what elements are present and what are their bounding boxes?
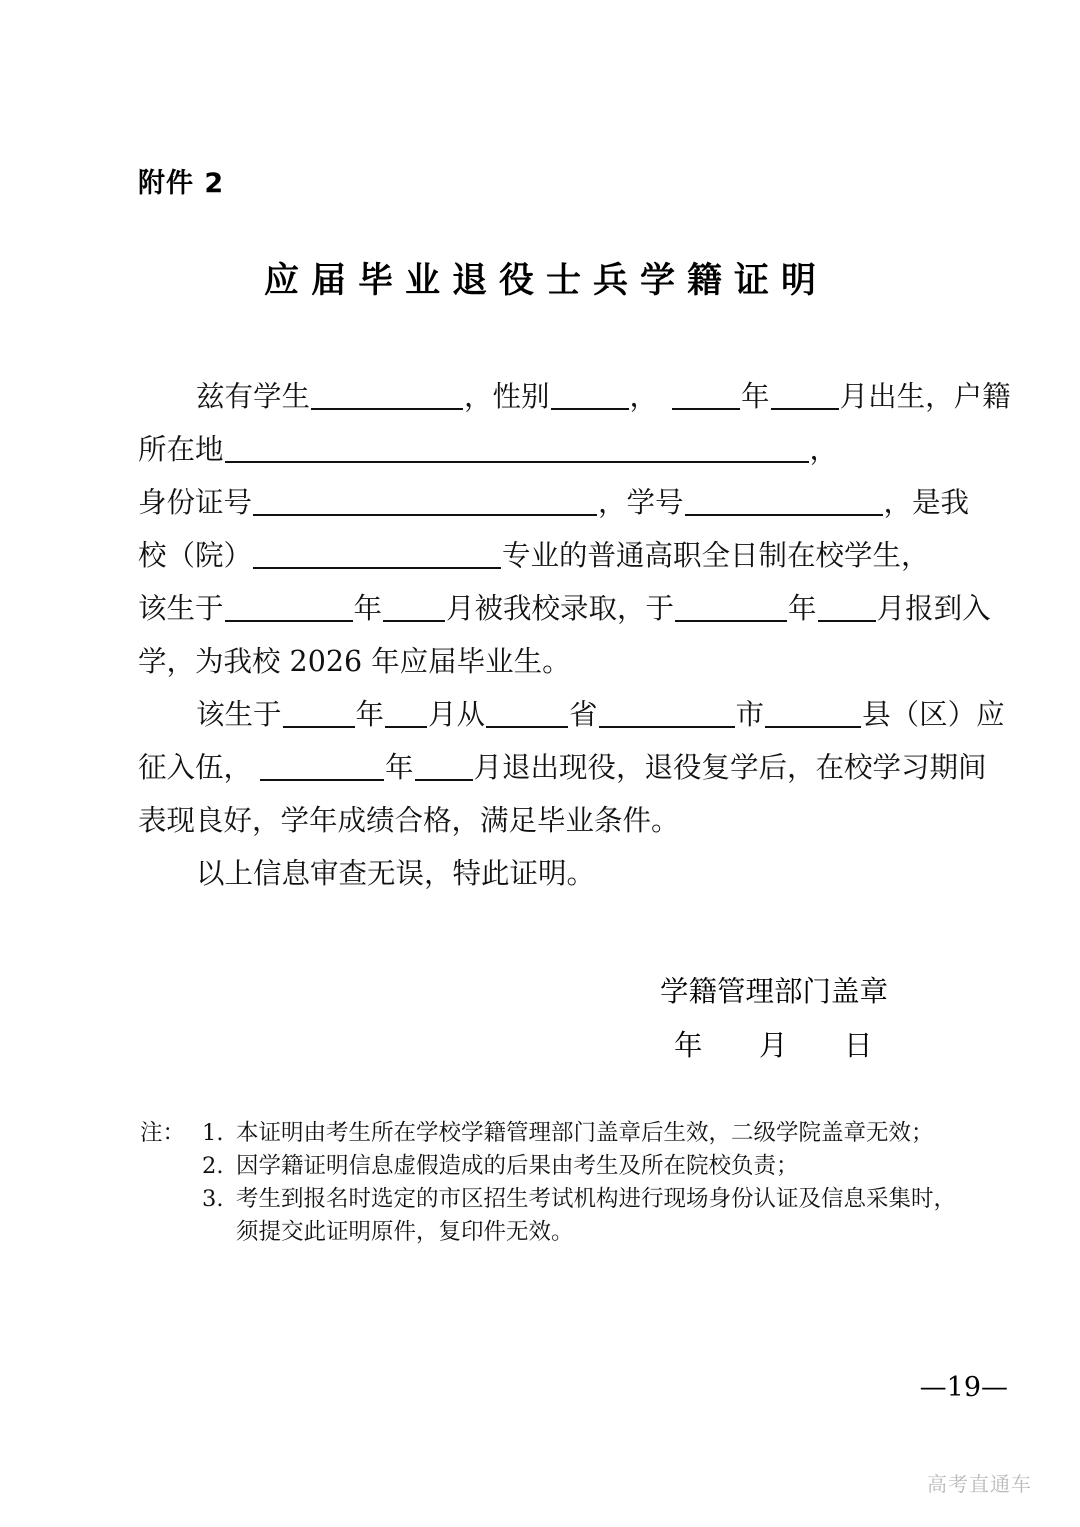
text-xing-bie: ，性别 [464, 380, 550, 413]
seal-department-label: 学籍管理部门盖章 [660, 975, 889, 1008]
text-nian-2: 年 [353, 592, 383, 625]
blank-id-number[interactable] [253, 488, 597, 516]
watermark: 高考直通车 [927, 1472, 1032, 1496]
text-nian-4: 年 [355, 698, 385, 731]
attachment-label: 附件 2 [138, 168, 225, 199]
text-yue-tui-chu-xian-yi: 月退出现役，退役复学后，在校学习期间 [473, 751, 987, 784]
body-line-3 [138, 476, 970, 529]
blank-discharge-month[interactable] [415, 753, 473, 781]
body-line-9 [138, 794, 948, 847]
text-nian-5: 年 [385, 751, 414, 784]
notes-section [140, 1117, 970, 1249]
text-xiao-yuan: 校（院） [138, 539, 253, 572]
text-zi-you-xue-sheng: 兹有学生 [196, 380, 311, 413]
page-number: —19— [919, 1372, 1008, 1403]
body-line-2 [138, 423, 948, 476]
page-title: 应届毕业退役士兵学籍证明 [263, 260, 828, 301]
text-yue-bei-wo-xiao-lu-qu: 月被我校录取，于 [446, 592, 675, 625]
text-yue-bao-dao-ru: 月报到入 [876, 592, 991, 625]
blank-province[interactable] [486, 700, 568, 728]
text-shen-fen-zheng-hao: 身份证号 [138, 486, 253, 519]
text-sheng: 省 [569, 698, 598, 731]
blank-major[interactable] [253, 541, 501, 569]
blank-report-year[interactable] [675, 594, 787, 622]
text-zhuan-ye-quan-ri-zhi: 专业的普通高职全日制在校学生， [502, 539, 930, 572]
body-line-7 [138, 688, 1005, 741]
note-number: 2. [202, 1153, 224, 1179]
seal-date-line: 年 月 日 [674, 1029, 887, 1062]
list-item [202, 1150, 970, 1183]
blank-enlist-month[interactable] [385, 700, 427, 728]
blank-birth-year[interactable] [672, 382, 740, 410]
note-text: 考生到报名时选定的市区招生考试机构进行现场身份认证及信息采集时，须提交此证明原件，复印件无效。 [236, 1186, 957, 1245]
blank-county[interactable] [765, 700, 861, 728]
blank-admission-month[interactable] [383, 594, 445, 622]
blank-birth-month[interactable] [771, 382, 839, 410]
blank-household-address[interactable] [225, 435, 809, 463]
body-line-6 [138, 635, 948, 688]
note-text: 因学籍证明信息虚假造成的后果由考生及所在院校负责； [236, 1153, 799, 1179]
signature-block [660, 965, 893, 1073]
text-shi-wo: ，是我 [883, 486, 970, 519]
body-line-1 [138, 370, 1011, 423]
text-zheng-ru-wu: 征入伍， [138, 751, 253, 784]
blank-student-name[interactable] [311, 382, 463, 410]
body-line-10 [138, 847, 948, 900]
text-nian-3: 年 [788, 592, 817, 625]
list-item [202, 1117, 970, 1150]
body-line-5 [138, 582, 991, 635]
document-body [138, 370, 1011, 900]
note-number: 1. [202, 1120, 224, 1146]
text-suo-zai-di: 所在地 [138, 433, 224, 466]
text-performance-statement: 表现良好，学年成绩合格，满足毕业条件。 [138, 804, 680, 837]
notes-row [140, 1117, 970, 1249]
text-gai-sheng-yu-2: 该生于 [196, 698, 282, 731]
text-gai-sheng-yu-1: 该生于 [138, 592, 224, 625]
list-item [202, 1183, 970, 1249]
blank-enlist-year[interactable] [283, 700, 355, 728]
text-xue-hao: ，学号 [598, 486, 684, 519]
text-xian-qu-ying: 县（区）应 [862, 698, 1005, 731]
blank-gender[interactable] [551, 382, 629, 410]
body-line-4 [138, 529, 948, 582]
notes-label: 注： [140, 1120, 186, 1146]
text-shi: 市 [735, 698, 765, 731]
blank-admission-year[interactable] [225, 594, 353, 622]
note-text: 本证明由考生所在学校学籍管理部门盖章后生效，二级学院盖章无效； [236, 1120, 934, 1146]
text-certification-statement: 以上信息审查无误，特此证明。 [196, 857, 596, 890]
blank-discharge-year[interactable] [260, 753, 384, 781]
blank-city[interactable] [599, 700, 735, 728]
blank-report-month[interactable] [818, 594, 876, 622]
text-yue-chu-sheng: 月出生，户籍 [839, 380, 1011, 413]
text-comma-1: ， [629, 380, 659, 413]
text-yue-cong: 月从 [428, 698, 486, 731]
blank-student-number[interactable] [685, 488, 883, 516]
notes-list [202, 1117, 970, 1249]
text-graduation-year-sentence: 学，为我校 2026 年应届毕业生。 [138, 645, 571, 678]
text-comma-2: ， [809, 433, 839, 466]
text-nian-1: 年 [741, 380, 770, 413]
body-line-8 [138, 741, 987, 794]
note-number: 3. [202, 1186, 224, 1212]
